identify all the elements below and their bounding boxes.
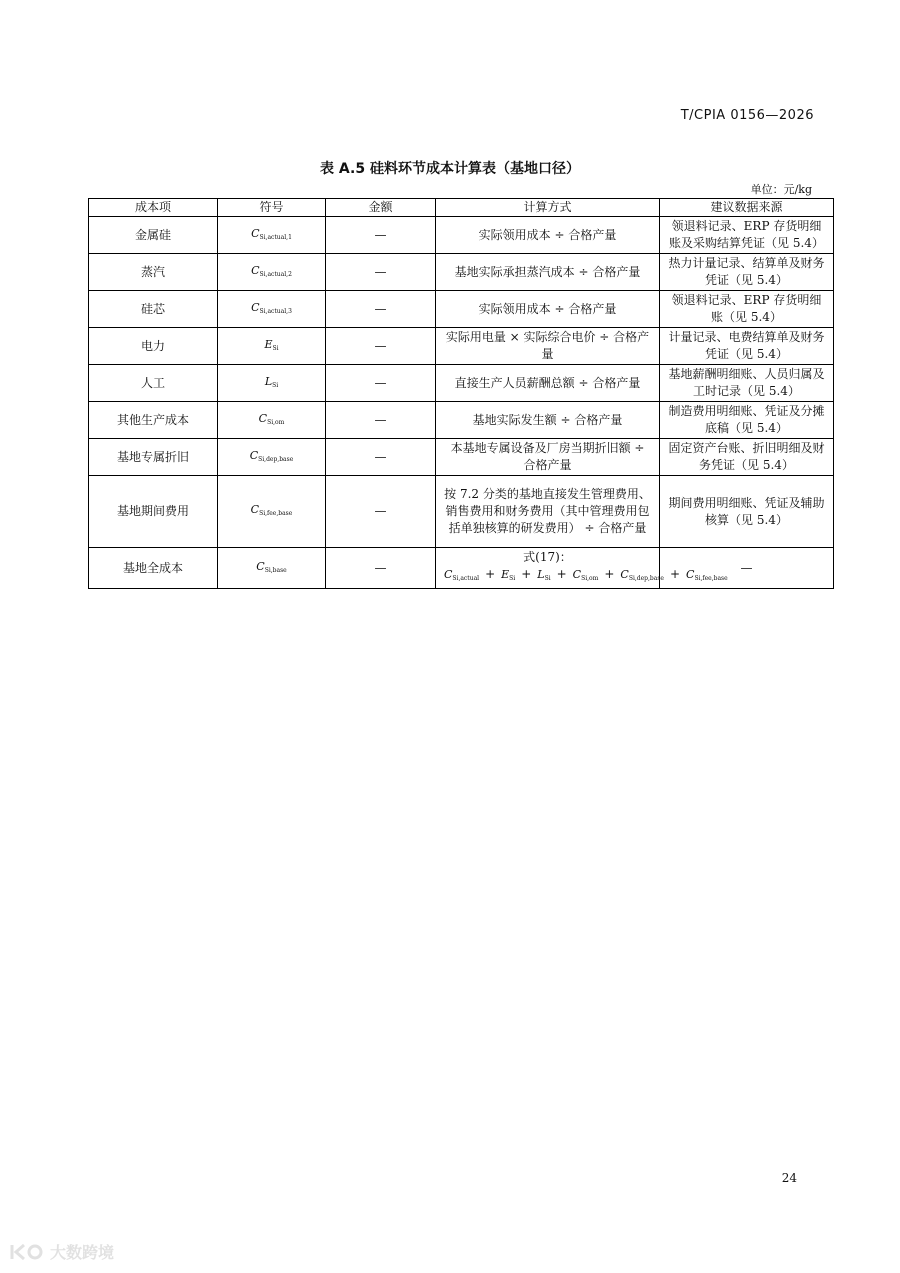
source-cell: — — [660, 548, 834, 589]
cost-table — [88, 198, 834, 589]
amount-cell: — — [326, 402, 436, 439]
table-row — [89, 217, 834, 254]
cost-symbol — [265, 375, 278, 388]
cost-item-cell: 其他生产成本 — [89, 402, 218, 439]
cost-symbol — [537, 568, 550, 581]
symbol-base: C — [251, 226, 260, 240]
cost-item-cell: 电力 — [89, 328, 218, 365]
symbol-subscript: Si,actual,3 — [259, 307, 292, 315]
table-row — [89, 328, 834, 365]
symbol-base: C — [686, 568, 695, 581]
symbol-cell — [218, 439, 326, 476]
amount-cell: — — [326, 291, 436, 328]
plus-operator: + — [669, 567, 681, 581]
symbol-cell — [218, 217, 326, 254]
source-cell: 固定资产台账、折旧明细及财务凭证（见 5.4） — [660, 439, 834, 476]
symbol-cell — [218, 402, 326, 439]
symbol-base: C — [620, 568, 629, 581]
symbol-base: C — [251, 263, 260, 277]
cost-symbol — [251, 301, 292, 314]
source-cell: 基地薪酬明细账、人员归属及工时记录（见 5.4） — [660, 365, 834, 402]
unit-label: 单位：元/kg — [750, 183, 812, 196]
symbol-subscript: Si,om — [267, 418, 285, 426]
formula-label: 式(17)： — [523, 550, 572, 564]
amount-cell: — — [326, 254, 436, 291]
cost-symbol — [573, 568, 599, 581]
amount-cell: — — [326, 476, 436, 548]
table-row — [89, 476, 834, 548]
source-cell: 热力计量记录、结算单及财务凭证（见 5.4） — [660, 254, 834, 291]
symbol-base: C — [444, 568, 453, 581]
document-code: T/CPIA 0156—2026 — [680, 108, 814, 123]
cost-symbol — [250, 449, 294, 462]
column-header-item: 成本项 — [89, 199, 218, 217]
cost-symbol — [259, 412, 285, 425]
table-title: 表 A.5 硅料环节成本计算表（基地口径） — [320, 161, 580, 177]
symbol-base: C — [251, 300, 260, 314]
cost-item-cell: 基地全成本 — [89, 548, 218, 589]
cost-symbol — [501, 568, 515, 581]
cost-symbol — [251, 264, 292, 277]
source-cell: 计量记录、电费结算单及财务凭证（见 5.4） — [660, 328, 834, 365]
table-row — [89, 254, 834, 291]
column-header-source: 建议数据来源 — [660, 199, 834, 217]
method-cell: 基地实际承担蒸汽成本 ÷ 合格产量 — [436, 254, 660, 291]
symbol-subscript: Si,base — [264, 566, 287, 574]
symbol-base: C — [258, 411, 268, 425]
cost-symbol — [251, 503, 293, 516]
cost-symbol — [620, 568, 664, 581]
formula-cell — [436, 548, 728, 589]
cost-item-cell: 人工 — [89, 365, 218, 402]
cost-symbol — [264, 338, 278, 351]
table-header-row — [89, 199, 834, 217]
table-row — [89, 402, 834, 439]
symbol-subscript: Si,dep,base — [628, 575, 664, 582]
plus-operator: + — [556, 567, 567, 581]
symbol-subscript: Si — [272, 381, 279, 389]
plus-operator: + — [521, 567, 532, 581]
source-cell: 领退料记录、ERP 存货明细账（见 5.4） — [660, 291, 834, 328]
symbol-base: C — [256, 559, 265, 573]
cost-item-cell: 蒸汽 — [89, 254, 218, 291]
column-header-method: 计算方式 — [436, 199, 660, 217]
symbol-subscript: Si — [544, 575, 551, 582]
method-cell: 实际领用成本 ÷ 合格产量 — [436, 217, 660, 254]
symbol-cell — [218, 254, 326, 291]
symbol-cell — [218, 476, 326, 548]
cost-item-cell: 金属硅 — [89, 217, 218, 254]
cost-item-cell: 硅芯 — [89, 291, 218, 328]
amount-cell: — — [326, 217, 436, 254]
watermark-text: 大数跨境 — [50, 1243, 115, 1262]
table-row — [89, 291, 834, 328]
method-cell: 实际用电量 × 实际综合电价 ÷ 合格产量 — [436, 328, 660, 365]
symbol-subscript: Si,actual,1 — [259, 233, 292, 241]
amount-cell: — — [326, 365, 436, 402]
cost-symbol — [686, 568, 728, 581]
cost-symbol — [444, 568, 479, 581]
symbol-subscript: Si,dep,base — [258, 455, 294, 463]
symbol-base: C — [572, 568, 582, 581]
watermark — [8, 1240, 114, 1263]
symbol-base: C — [250, 503, 260, 516]
cost-item-cell: 基地专属折旧 — [89, 439, 218, 476]
symbol-subscript: Si — [272, 344, 279, 352]
symbol-subscript: Si — [509, 575, 516, 582]
method-cell: 本基地专属设备及厂房当期折旧额 ÷ 合格产量 — [436, 439, 660, 476]
method-cell: 实际领用成本 ÷ 合格产量 — [436, 291, 660, 328]
cost-symbol — [256, 560, 286, 573]
table-row-total — [89, 548, 834, 589]
source-cell: 期间费用明细账、凭证及辅助核算（见 5.4） — [660, 476, 834, 548]
cost-symbol — [251, 227, 292, 240]
page-number: 24 — [781, 1171, 797, 1185]
symbol-base: L — [537, 568, 545, 581]
amount-cell: — — [326, 439, 436, 476]
symbol-cell — [218, 548, 326, 589]
column-header-symbol: 符号 — [218, 199, 326, 217]
table-row — [89, 439, 834, 476]
column-header-amount: 金额 — [326, 199, 436, 217]
symbol-subscript: Si,fee,base — [259, 510, 293, 517]
method-cell: 按 7.2 分类的基地直接发生管理费用、销售费用和财务费用（其中管理费用包括单独核算的研发费用） ÷ 合格产量 — [436, 476, 660, 548]
symbol-cell — [218, 328, 326, 365]
symbol-base: E — [264, 337, 273, 351]
symbol-base: E — [501, 568, 510, 581]
source-cell: 制造费用明细账、凭证及分摊底稿（见 5.4） — [660, 402, 834, 439]
symbol-subscript: Si,actual,2 — [259, 270, 292, 278]
table-row — [89, 365, 834, 402]
cost-item-cell: 基地期间费用 — [89, 476, 218, 548]
symbol-subscript: Si,actual — [452, 575, 480, 582]
plus-operator: + — [485, 567, 496, 581]
source-cell: 领退料记录、ERP 存货明细账及采购结算凭证（见 5.4） — [660, 217, 834, 254]
amount-cell: — — [326, 548, 436, 589]
symbol-subscript: Si,fee,base — [694, 575, 728, 582]
symbol-base: L — [264, 374, 273, 388]
method-cell: 直接生产人员薪酬总额 ÷ 合格产量 — [436, 365, 660, 402]
symbol-cell — [218, 291, 326, 328]
symbol-cell — [218, 365, 326, 402]
method-cell: 基地实际发生额 ÷ 合格产量 — [436, 402, 660, 439]
symbol-base: C — [249, 448, 259, 462]
symbol-subscript: Si,om — [581, 575, 599, 582]
table-body — [89, 217, 834, 589]
watermark-logo-icon — [8, 1241, 46, 1263]
plus-operator: + — [604, 567, 615, 581]
amount-cell: — — [326, 328, 436, 365]
